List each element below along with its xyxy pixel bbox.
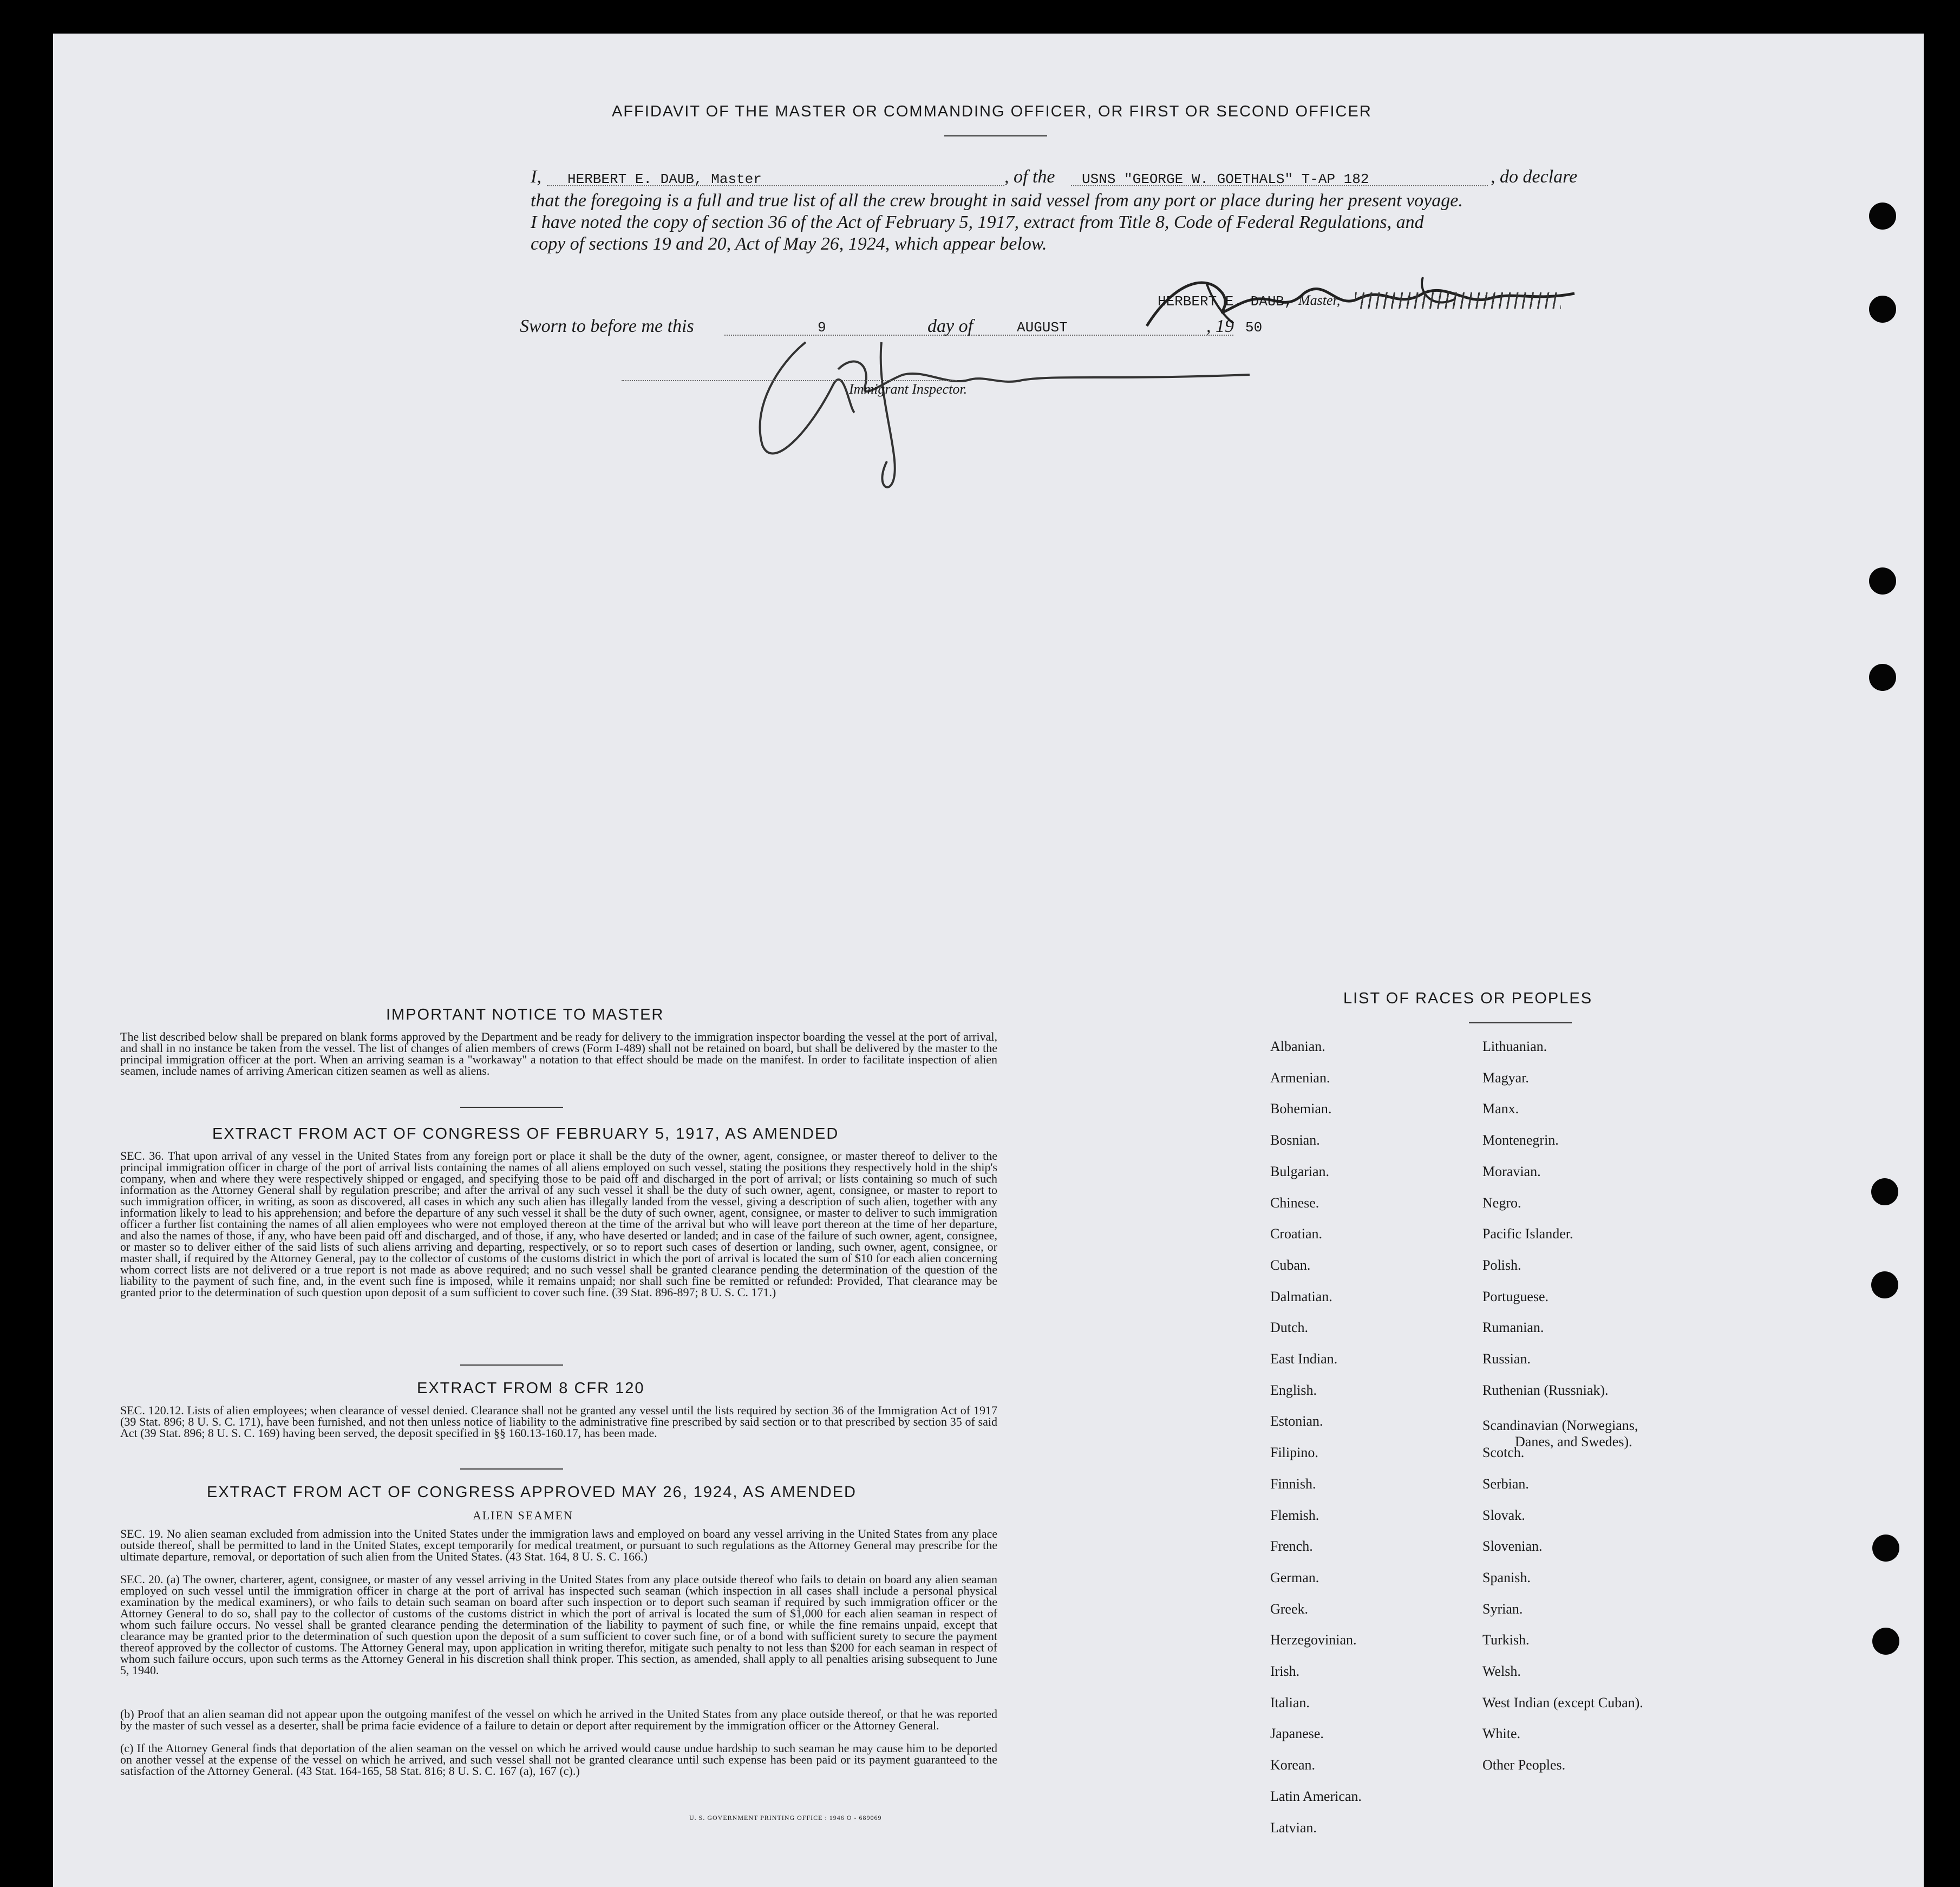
races-rule: [1469, 1022, 1572, 1023]
punch-hole: [1871, 1271, 1898, 1298]
race-item: Polish.: [1482, 1257, 1521, 1273]
notice-heading: IMPORTANT NOTICE TO MASTER: [386, 1006, 664, 1023]
affidavit-line-4: copy of sections 19 and 20, Act of May 26, 1924, which appear below.: [531, 234, 1047, 254]
race-item: Negro.: [1482, 1194, 1521, 1211]
master-title: Master,: [1298, 292, 1341, 308]
race-item: Bosnian.: [1270, 1132, 1320, 1148]
divider-1: [460, 1107, 563, 1108]
year-prefix: , 19: [1206, 316, 1234, 336]
race-item: Ruthenian (Russniak).: [1482, 1382, 1609, 1398]
race-item: Estonian.: [1270, 1413, 1323, 1429]
race-item: Armenian.: [1270, 1069, 1330, 1086]
punch-hole: [1872, 1628, 1899, 1655]
race-item: Greek.: [1270, 1601, 1309, 1617]
race-item: Irish.: [1270, 1663, 1300, 1679]
race-item: Dutch.: [1270, 1320, 1309, 1336]
sec-19-text: SEC. 19. No alien seaman excluded from admission into the United States under the immigration laws and employed on board any vessel arriving in the United States from any place outside thereof, shall be permitted to land in the United States, except temporarily for medical treatment, or pursuant to such regulations as the Attorney General may prescribe for the ultimate departure, removal, or deportation of such alien from the United States. (43 Stat. 164, 8 U. S. C. 166.): [120, 1527, 997, 1563]
sec-20b-text: (b) Proof that an alien seaman did not appear upon the outgoing manifest of the vessel on which he arrived in the United States from any place outside thereof, or that he was reported by the master of such vessel as a deserter, shall be prima facie evidence of a failure to detain or deport after requirement by the immigration officer or the Attorney General.: [120, 1707, 997, 1732]
printing-office-footer: U. S. GOVERNMENT PRINTING OFFICE : 1946 O - 689069: [689, 1814, 882, 1821]
divider-3: [460, 1468, 563, 1470]
race-item: Dalmatian.: [1270, 1288, 1332, 1304]
sec-20a-text: SEC. 20. (a) The owner, charterer, agent, consignee, or master of any vessel arriving in the United States from any place outside thereof who fails to detain on board any alien seaman employed on such vessel until the immigration officer in charge at the port of arrival has inspected such seaman (which inspection in all cases shall include a personal physical examination by the medical examiners), or who fails to detain such seaman on board after such inspection or to deport such seaman if required by such immigration officer or the Attorney General to do so, shall pay to the collector of customs of the customs district in which the port of arrival is located the sum of $1,000 for each alien seaman in respect of whom such failure occurs. No vessel shall be granted clearance pending the determination of the liability to payment of such fine, or while the fine remains unpaid, except that clearance may be granted prior to the determination of such question upon the deposit of a sum sufficient to cover such fine, or of a bond with sufficient surety to secure the payment thereof approved by the collector of customs. The Attorney General may, upon application in writing therefor, mitigate such penalty to not less than $200 for each seaman in respect of whom such failure occurs, upon such terms as the Attorney General in his discretion shall think proper. This section, as amended, shall apply to all penalties arising subsequent to June 5, 1940.: [120, 1572, 997, 1677]
affidavit-i-label: I,: [531, 167, 541, 187]
race-item: Korean.: [1270, 1757, 1316, 1773]
race-item: Latin American.: [1270, 1788, 1362, 1804]
sworn-label: Sworn to before me this: [520, 316, 694, 336]
race-item: Syrian.: [1482, 1601, 1523, 1617]
race-item: White.: [1482, 1726, 1521, 1742]
race-item: Finnish.: [1270, 1475, 1316, 1492]
race-item: Scotch.: [1482, 1445, 1525, 1461]
extract-cfr-heading: EXTRACT FROM 8 CFR 120: [417, 1380, 645, 1397]
race-item: East Indian.: [1270, 1351, 1338, 1367]
of-the-label: , of the: [1004, 167, 1055, 187]
race-item: Pacific Islander.: [1482, 1226, 1573, 1242]
race-item: Serbian.: [1482, 1475, 1529, 1492]
punch-hole: [1869, 567, 1896, 595]
race-item: Manx.: [1482, 1101, 1519, 1117]
race-item: Filipino.: [1270, 1445, 1318, 1461]
race-item: Bulgarian.: [1270, 1163, 1330, 1179]
master-printed-name: HERBERT E. DAUB,: [1158, 293, 1293, 310]
extract-1924-heading: EXTRACT FROM ACT OF CONGRESS APPROVED MAY 26, 1924, AS AMENDED: [207, 1484, 857, 1501]
sworn-year: 50: [1245, 319, 1263, 336]
extract-cfr-text: SEC. 120.12. Lists of alien employees; when clearance of vessel denied. Clearance shall not be granted any vessel until the lists required by section 36 of the Immigration Act of 1917 (39 Stat. 896; 8 U. S. C. 171), have been furnished, and not then unless notice of liability to the administrative fine prescribed by said section or to that prescribed by section 35 of said Act (39 Stat. 896; 8 U. S. C. 169) having been served, the deposit specified in §§ 160.13-160.17, has been made.: [120, 1403, 997, 1440]
master-name-filled: HERBERT E. DAUB, Master: [567, 171, 762, 187]
punch-hole: [1869, 296, 1896, 323]
title-rule: [944, 135, 1047, 136]
day-of-label: day of: [927, 316, 974, 336]
race-item: Danes, and Swedes).: [1515, 1434, 1632, 1450]
race-item: Croatian.: [1270, 1226, 1323, 1242]
punch-hole: [1869, 664, 1896, 691]
race-item: Slovak.: [1482, 1507, 1525, 1523]
race-item: Chinese.: [1270, 1194, 1319, 1211]
race-item: Cuban.: [1270, 1257, 1311, 1273]
punch-hole: [1872, 1535, 1899, 1562]
race-item: Latvian.: [1270, 1819, 1317, 1836]
races-heading: LIST OF RACES OR PEOPLES: [1343, 990, 1593, 1007]
alien-seamen-subheading: ALIEN SEAMEN: [473, 1509, 573, 1522]
divider-2: [460, 1364, 563, 1366]
race-item: Albanian.: [1270, 1039, 1325, 1054]
race-item: Turkish.: [1482, 1632, 1530, 1648]
inspector-signature: [730, 319, 1263, 494]
struck-out-text: [1355, 292, 1561, 309]
sec-20c-text: (c) If the Attorney General finds that deportation of the alien seaman on the vessel on which he arrived would cause undue hardship to such seaman he may cause him to be deported on another vessel at the expense of the vessel on which he arrived, and such vessel shall not be granted clearance until such expense has been paid or its payment guaranteed to the satisfaction of the Attorney General. (43 Stat. 164-165, 58 Stat. 816; 8 U. S. C. 167 (a), 167 (c).): [120, 1741, 997, 1778]
form-page: [53, 34, 1924, 1887]
race-item: Montenegrin.: [1482, 1132, 1559, 1148]
race-item: English.: [1270, 1382, 1317, 1398]
race-item: Lithuanian.: [1482, 1039, 1547, 1054]
notice-text: The list described below shall be prepared on blank forms approved by the Department and be ready for delivery to the immigration inspector boarding the vessel at the port of arrival, and shall in no instance be taken from the vessel. The list of changes of alien members of crews (Form I-489) shall not be retained on board, but shall be delivered by the master to the principal immigration officer at the port. When an arriving seaman is a "workaway" a notation to that effect should be made on the manifest. In order to facilitate inspection of alien seamen, include names of arriving American citizen seamen as well as aliens.: [120, 1030, 997, 1078]
race-item: French.: [1270, 1538, 1313, 1555]
race-item: Italian.: [1270, 1694, 1310, 1710]
race-item: West Indian (except Cuban).: [1482, 1694, 1643, 1710]
race-item: Rumanian.: [1482, 1320, 1544, 1336]
race-item: Welsh.: [1482, 1663, 1521, 1679]
race-item: Japanese.: [1270, 1726, 1324, 1742]
affidavit-title: AFFIDAVIT OF THE MASTER OR COMMANDING OFFICER, OR FIRST OR SECOND OFFICER: [612, 103, 1372, 120]
race-item: Moravian.: [1482, 1163, 1541, 1179]
race-item: Russian.: [1482, 1351, 1531, 1367]
punch-hole: [1871, 1178, 1898, 1205]
race-item: Flemish.: [1270, 1507, 1319, 1523]
race-item: Scandinavian (Norwegians,: [1482, 1418, 1638, 1434]
vessel-name-filled: USNS "GEORGE W. GOETHALS" T-AP 182: [1082, 171, 1369, 187]
punch-hole: [1869, 203, 1896, 230]
race-item: Slovenian.: [1482, 1538, 1543, 1555]
extract-1917-text: SEC. 36. That upon arrival of any vessel in the United States from any foreign port or place it shall be the duty of the owner, agent, consignee, or master thereof to deliver to the principal immigration officer in charge of the port of arrival lists containing the names of all aliens employed on such vessel, stating the positions they respectively hold in the ship's company, when and where they were respectively shipped or engaged, and specifying those to be paid off and discharged in the port of arrival; or lists containing so much of such information as the Attorney General shall by regulation prescribe; and after the arrival of any such vessel it shall be the duty of such owner, agent, consignee, or master to report to such immigration officer, in writing, as soon as discovered, all cases in which any such alien has illegally landed from the vessel, giving a description of such alien, together with any information likely to lead to his apprehension; and before the departure of any such vessel it shall be the duty of such owner, agent, consignee, or master to deliver to such immigration officer a further list containing the names of all alien employees who were not employed thereon at the time of the arrival but who will leave port thereon at the time of her departure, and also the names of those, if any, who have been paid off and discharged, and of those, if any, who have deserted or landed; and in case of the failure of such owner, agent, consignee, or master so to deliver either of the said lists of such aliens arriving and departing, respectively, or so to report such cases of desertion or landing, such owner, agent, consignee, or master shall, if required by the Attorney General, pay to the collector of customs of the customs district in which the port of arrival is located the sum of $10 for each alien concerning whom correct lists are not delivered or a true report is not made as above required; and no such vessel shall be granted clearance pending the determination of the question of the liability to the payment of such fine, and, in the event such fine is imposed, while it remains unpaid; nor shall such fine be remitted or refunded: Provided, That clearance may be granted prior to the determination of such question upon deposit of a sum sufficient to cover such fine. (39 Stat. 896-897; 8 U. S. C. 171.): [120, 1149, 997, 1299]
race-item: Other Peoples.: [1482, 1757, 1566, 1773]
race-item: Spanish.: [1482, 1569, 1531, 1585]
do-declare-label: , do declare: [1491, 167, 1578, 187]
affidavit-line-3: I have noted the copy of section 36 of the Act of February 5, 1917, extract from Title 8, Code of Federal Regulations, and: [531, 212, 1424, 232]
race-item: German.: [1270, 1569, 1319, 1585]
race-item: Herzegovinian.: [1270, 1632, 1357, 1648]
race-item: Bohemian.: [1270, 1101, 1332, 1117]
sworn-month: AUGUST: [1017, 319, 1068, 336]
race-item: Portuguese.: [1482, 1288, 1549, 1304]
extract-1917-heading: EXTRACT FROM ACT OF CONGRESS OF FEBRUARY 5, 1917, AS AMENDED: [212, 1125, 839, 1142]
affidavit-line-2: that the foregoing is a full and true list of all the crew brought in said vessel from any port or place during her present voyage.: [531, 191, 1463, 211]
inspector-title: Immigrant Inspector.: [849, 381, 968, 397]
race-item: Magyar.: [1482, 1069, 1529, 1086]
sworn-day: 9: [818, 319, 826, 336]
